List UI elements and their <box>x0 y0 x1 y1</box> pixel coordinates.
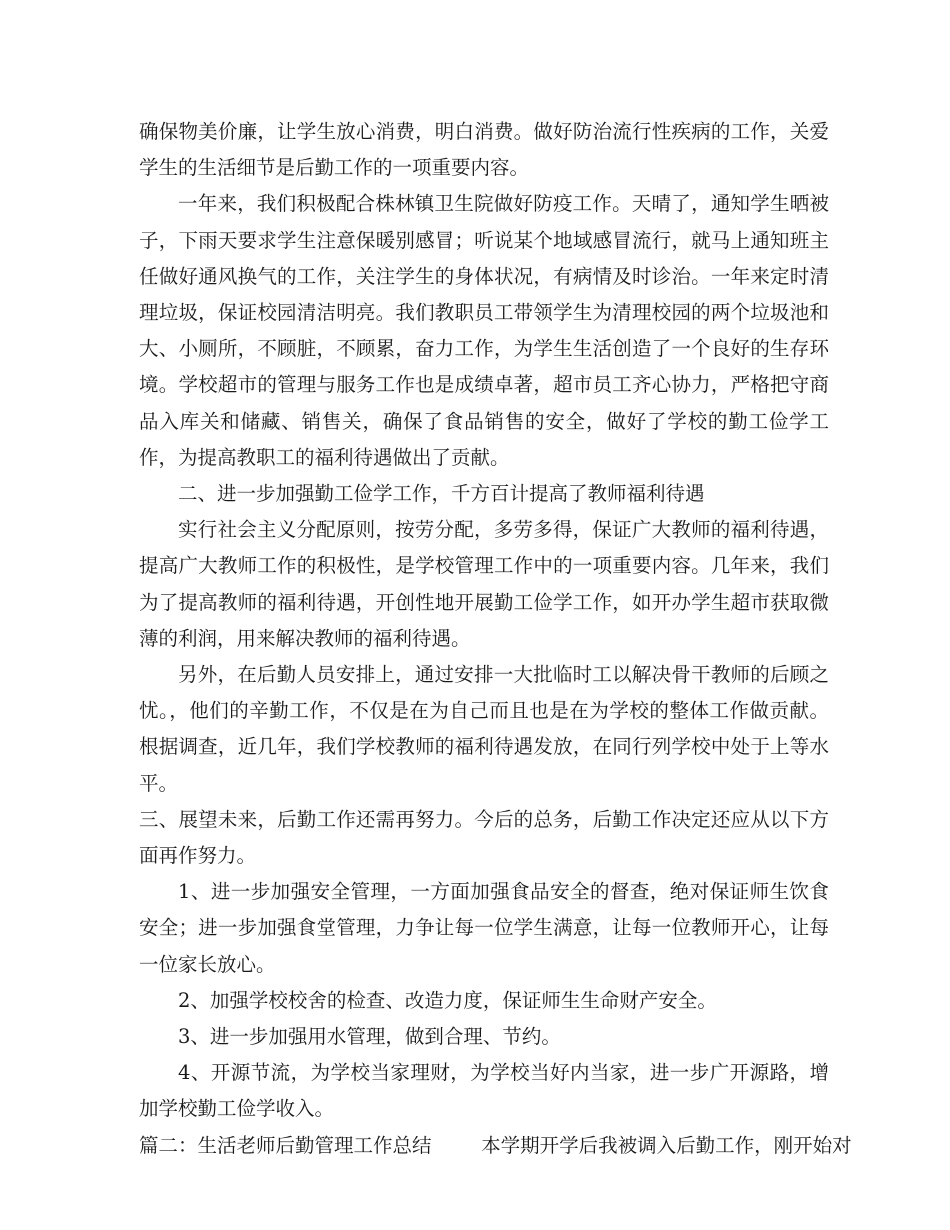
section-heading-3: 三、展望未来，后勤工作还需再努力。今后的总务，后勤工作决定还应从以下方面再作努力。 <box>139 807 829 868</box>
paragraph-5: 另外，在后勤人员安排上，通过安排一大批临时工以解决骨干教师的后顾之忧。，他们的辛勤工作，不仅是在为自己而且也是在为学校的整体工作做贡献。根据调查，近几年，我们学校教师的福利待遇发放，在同行列学校中处于上等水平。 <box>139 663 829 795</box>
next-article-line <box>139 1128 852 1164</box>
paragraph-2: 一年来，我们积极配合株林镇卫生院做好防疫工作。天晴了，通知学生晒被子，下雨天要求学生注意保暖别感冒；听说某个地域感冒流行，就马上通知班主任做好通风换气的工作，关注学生的身体状况，有病情及时诊治。一年来定时清理垃圾，保证校园清洁明亮。我们教职员工带领学生为清理校园的两个垃圾池和大、小厕所，不顾脏，不顾累，奋力工作，为学生生活创造了一个良好的生存环境。学校超市的管理与服务工作也是成绩卓著，超市员工齐心协力，严格把守商品入库关和储藏、销售关，确保了食品销售的安全，做好了学校的勤工俭学工作，为提高教职工的福利待遇做出了贡献。 <box>139 192 829 469</box>
list-item-3: 3、进一步加强用水管理，做到合理、节约。 <box>178 1025 561 1049</box>
paragraph-1: 确保物美价廉，让学生放心消费，明白消费。做好防治流行性疾病的工作，关爱学生的生活细节是后勤工作的一项重要内容。 <box>139 120 829 180</box>
next-article-heading: 篇二：生活老师后勤管理工作总结 <box>139 1133 432 1157</box>
document-body <box>139 114 852 1164</box>
list-item-2: 2、加强学校校舍的检查、改造力度，保证师生生命财产安全。 <box>178 988 717 1012</box>
paragraph-4: 实行社会主义分配原则，按劳分配，多劳多得，保证广大教师的福利待遇，提高广大教师工作的积极性，是学校管理工作中的一项重要内容。几年来，我们为了提高教师的福利待遇，开创性地开展勤工俭学工作，如开办学生超市获取微薄的利润，用来解决教师的福利待遇。 <box>139 518 829 650</box>
next-article-opening: 本学期开学后我被调入后勤工作，刚开始对 <box>481 1133 852 1157</box>
list-item-4: 4、开源节流，为学校当家理财，为学校当好内当家，进一步广开源路，增加学校勤工俭学收入。 <box>139 1061 829 1121</box>
list-item-1: 1、进一步加强安全管理，一方面加强食品安全的督查，绝对保证师生饮食安全；进一步加强食堂管理，力争让每一位学生满意，让每一位教师开心，让每一位家长放心。 <box>139 880 829 976</box>
section-heading-2: 二、进一步加强勤工俭学工作，千方百计提高了教师福利待遇 <box>178 482 705 506</box>
